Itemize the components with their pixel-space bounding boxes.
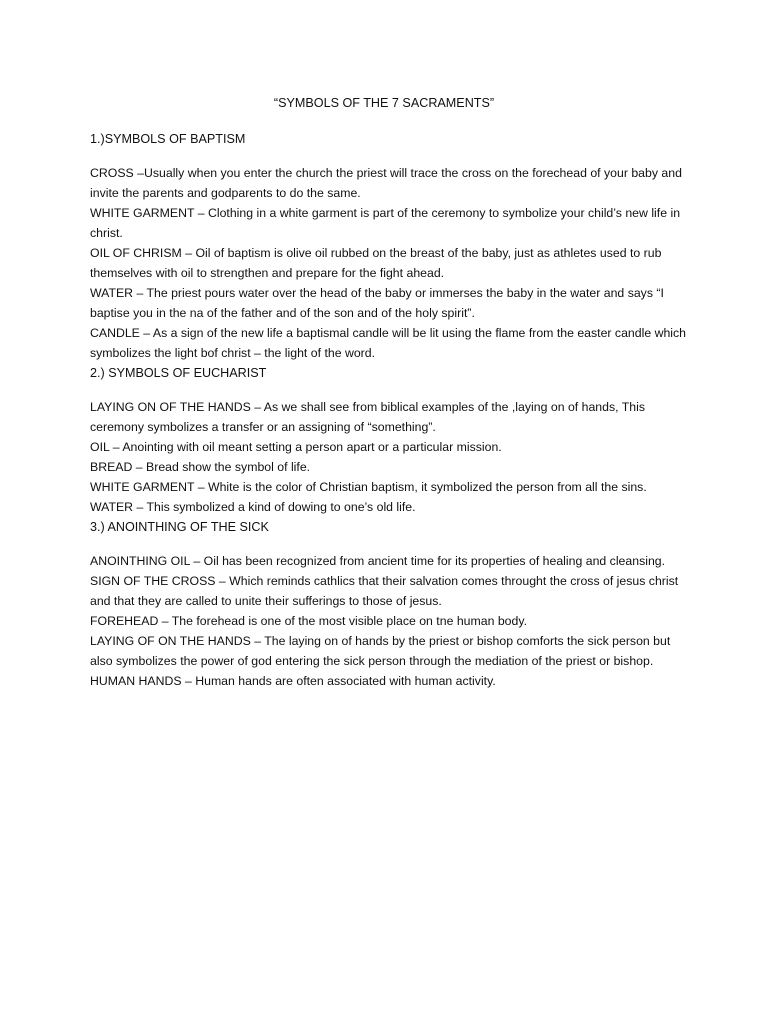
document-body bbox=[90, 129, 690, 691]
entry-oil: OIL – Anointing with oil meant setting a person apart or a particular mission. bbox=[90, 440, 502, 454]
page-title: “SYMBOLS OF THE 7 SACRAMENTS” bbox=[273, 96, 495, 110]
entry-forehead: FOREHEAD – The forehead is one of the most visible place on tne human body. bbox=[90, 614, 528, 628]
entry-laying-on-of-hands: LAYING ON OF THE HANDS – As we shall see from biblical examples of the ,laying on of hands, This ceremony symbolizes a transfer or an assigning of “something”. bbox=[90, 400, 645, 434]
entry-bread: BREAD – Bread show the symbol of life. bbox=[90, 460, 311, 474]
entry-water-eucharist: WATER – This symbolized a kind of dowing to one’s old life. bbox=[90, 500, 416, 514]
entry-white-garment: WHITE GARMENT – Clothing in a white garment is part of the ceremony to symbolize your child’s new life in christ. bbox=[90, 206, 681, 240]
entry-oil-of-chrism: OIL OF CHRISM – Oil of baptism is olive oil rubbed on the breast of the baby, just as athletes used to rub themselves with oil to strengthen and prepare for the fight ahead. bbox=[90, 246, 662, 280]
entry-sign-of-the-cross: SIGN OF THE CROSS – Which reminds cathlics that their salvation comes throught the cross of jesus christ and that they are called to unite their sufferings to those of jesus. bbox=[90, 574, 679, 608]
entry-water: WATER – The priest pours water over the head of the baby or immerses the baby in the water and says “I baptise you in the na of the father and of the son and of the holy spirit”. bbox=[90, 286, 664, 320]
section-heading-baptism: 1.)SYMBOLS OF BAPTISM bbox=[90, 132, 246, 146]
entry-white-garment-eucharist: WHITE GARMENT – White is the color of Christian baptism, it symbolized the person from all the sins. bbox=[90, 480, 647, 494]
entry-candle: CANDLE – As a sign of the new life a baptismal candle will be lit using the flame from the easter candle which symbolizes the light bof christ – the light of the word. bbox=[90, 326, 687, 360]
section-heading-anointing-of-the-sick: 3.) ANOINTHING OF THE SICK bbox=[90, 520, 269, 534]
entry-cross: CROSS –Usually when you enter the church the priest will trace the cross on the forechead of your baby and invite the parents and godparents to do the same. bbox=[90, 166, 682, 200]
section-heading-eucharist: 2.) SYMBOLS OF EUCHARIST bbox=[90, 366, 267, 380]
entry-laying-of-on-the-hands: LAYING OF ON THE HANDS – The laying on of hands by the priest or bishop comforts the sick person but also symbolizes the power of god entering the sick person through the mediation of the priest or bishop. bbox=[90, 634, 671, 668]
entry-human-hands: HUMAN HANDS – Human hands are often associated with human activity. bbox=[90, 674, 496, 688]
entry-anointing-oil: ANOINTHING OIL – Oil has been recognized from ancient time for its properties of healing and cleansing. bbox=[90, 554, 666, 568]
